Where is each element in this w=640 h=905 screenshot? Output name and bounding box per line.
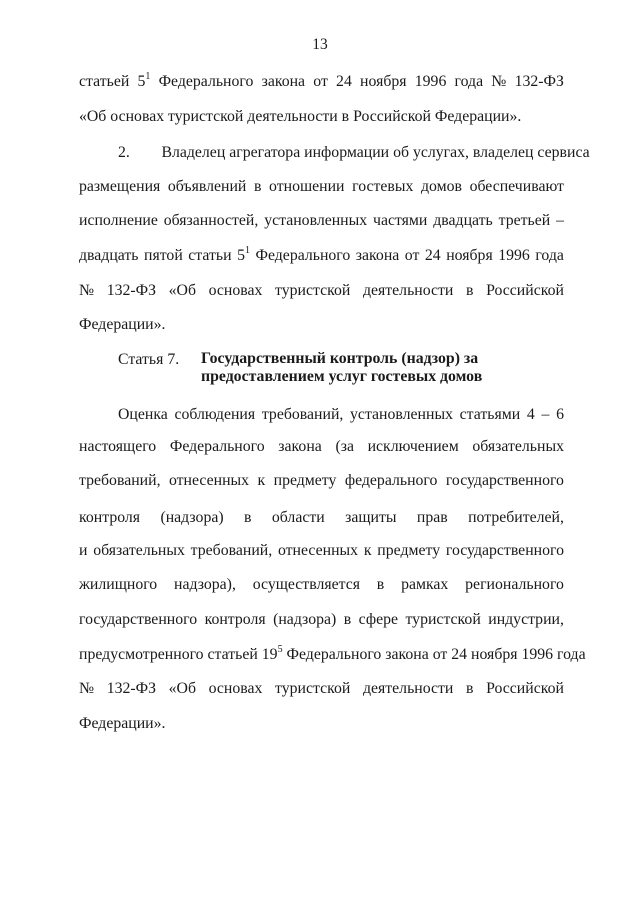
- paragraph-line: статьей $5^1$ Федерального закона от 24 ноября 1996 года № 132-ФЗ: [79, 70, 564, 90]
- article-title-line: предоставлением услуг гостевых домов: [201, 368, 483, 385]
- paragraph-line: Федерации».: [79, 316, 166, 333]
- superscript: 5: [277, 643, 283, 655]
- paragraph-line: «Об основах туристской деятельности в Российской Федерации».: [79, 108, 522, 125]
- paragraph-line: № 132-ФЗ «Об основах туристской деятельности в Российской: [79, 282, 564, 299]
- paragraph-line: двадцать пятой статьи $5^1$ Федерального закона от 24 ноября 1996 года: [79, 244, 564, 264]
- paragraph-line: и обязательных требований, отнесенных к предмету государственного: [79, 542, 564, 559]
- paragraph-line: настоящего Федерального закона (за исключением обязательных: [79, 438, 564, 455]
- paragraph-line: размещения объявлений в отношении гостевых домов обеспечивают: [79, 178, 564, 195]
- paragraph-line: 2. Владелец агрегатора информации об услугах, владелец сервиса: [118, 144, 590, 161]
- paragraph-line: Оценка соблюдения требований, установленных статьями 4 – 6: [118, 406, 564, 423]
- paragraph-line: Федерации».: [79, 715, 166, 732]
- article-title: [201, 350, 482, 386]
- article-label: Статья 7.: [118, 351, 180, 368]
- article-title-line: Государственный контроль (надзор) за: [201, 350, 479, 367]
- paragraph-line: требований, отнесенных к предмету федерального государственного: [79, 472, 564, 489]
- paragraph-line: государственного контроля (надзора) в сфере туристской индустрии,: [79, 611, 564, 628]
- paragraph-line: контроля (надзора) в области защиты прав потребителей,: [79, 509, 564, 526]
- paragraph-line: исполнение обязанностей, установленных частями двадцать третьей –: [79, 212, 564, 229]
- paragraph-line: предусмотренного статьей $19^5$ Федерального закона от 24 ноября 1996 года: [79, 643, 586, 663]
- paragraph-line: № 132-ФЗ «Об основах туристской деятельности в Российской: [79, 680, 564, 697]
- page-number: 13: [312, 36, 328, 53]
- paragraph-line: жилищного надзора), осуществляется в рамках регионального: [79, 576, 564, 593]
